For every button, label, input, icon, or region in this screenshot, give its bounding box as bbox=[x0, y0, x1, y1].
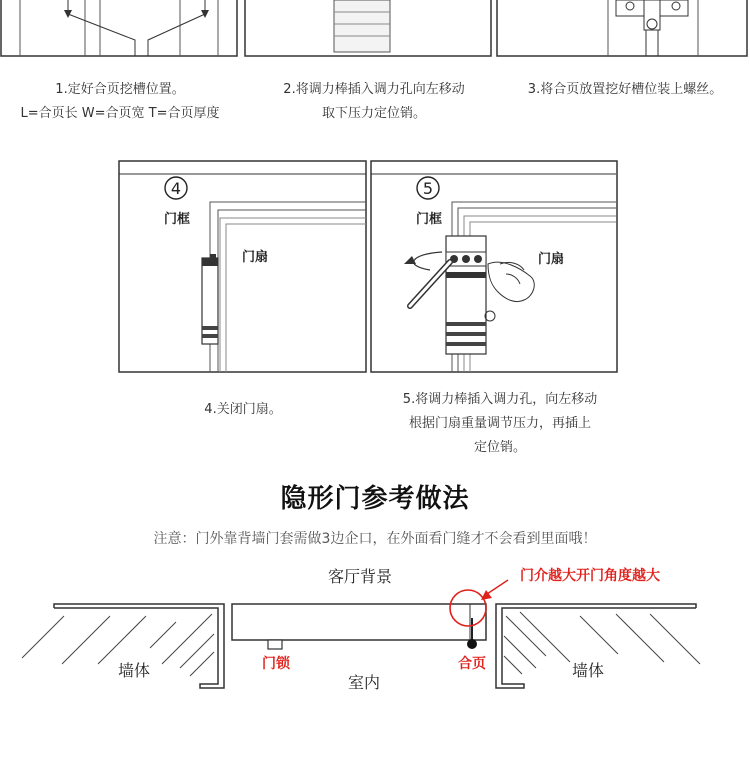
step1-drawing bbox=[0, 0, 240, 58]
angle-note: 门介越大开门角度越大 bbox=[520, 568, 660, 584]
section-title: 隐形门参考做法 bbox=[280, 484, 470, 514]
step4-frame-label: 门框 bbox=[164, 212, 191, 227]
door-lock-block bbox=[268, 640, 282, 649]
step2-caption-line1: 2.将调力棒插入调力孔向左移动 bbox=[283, 82, 465, 97]
step5-number: 5 bbox=[422, 179, 434, 198]
step2-panel bbox=[244, 0, 492, 58]
step4-caption bbox=[118, 398, 368, 422]
step4-leaf-label: 门扇 bbox=[242, 250, 269, 265]
step4-panel bbox=[118, 160, 368, 374]
step2-drawing bbox=[244, 0, 492, 58]
step5-drawing bbox=[370, 160, 618, 374]
door-plan-drawing bbox=[0, 556, 750, 772]
right-wall-label: 墙体 bbox=[571, 661, 605, 680]
step5-caption-line3: 定位销。 bbox=[473, 440, 526, 455]
step4-number: 4 bbox=[170, 179, 182, 198]
step3-drawing bbox=[496, 0, 750, 58]
door-leaf bbox=[232, 604, 486, 640]
step5-panel bbox=[370, 160, 618, 374]
section-note: 注意：门外靠背墙门套需做3边企口，在外面看门缝才不会看到里面哦！ bbox=[153, 531, 597, 547]
step5-caption-line2: 根据门扇重量调节压力，再插上 bbox=[408, 416, 591, 431]
step4-drawing bbox=[118, 160, 368, 374]
step3-caption-line1: 3.将合页放置挖好槽位装上螺丝。 bbox=[527, 82, 723, 97]
inside-label: 室内 bbox=[347, 673, 381, 692]
hinge-label: 合页 bbox=[458, 656, 486, 672]
step4-caption-line1: 4.关闭门扇。 bbox=[204, 402, 282, 417]
step5-caption-line1: 5.将调力棒插入调力孔，向左移动 bbox=[402, 392, 598, 407]
hinge-dot bbox=[467, 639, 477, 649]
step2-caption bbox=[244, 78, 504, 126]
step3-caption bbox=[500, 78, 750, 102]
step5-frame-label: 门框 bbox=[416, 212, 443, 227]
step1-caption-line1: 1.定好合页挖槽位置。 bbox=[55, 82, 185, 97]
step1-panel bbox=[0, 0, 240, 58]
step2-caption-line2: 取下压力定位销。 bbox=[321, 106, 426, 121]
outside-label: 客厅背景 bbox=[327, 567, 393, 586]
step5-leaf-label: 门扇 bbox=[538, 252, 565, 267]
lock-label: 门锁 bbox=[262, 656, 290, 672]
step1-caption bbox=[0, 78, 240, 126]
step3-panel bbox=[496, 0, 750, 58]
left-wall-label: 墙体 bbox=[117, 661, 151, 680]
step1-caption-line2: L=合页长 W=合页宽 T=合页厚度 bbox=[20, 106, 220, 121]
door-plan-diagram bbox=[0, 556, 750, 772]
step5-caption bbox=[370, 388, 630, 460]
